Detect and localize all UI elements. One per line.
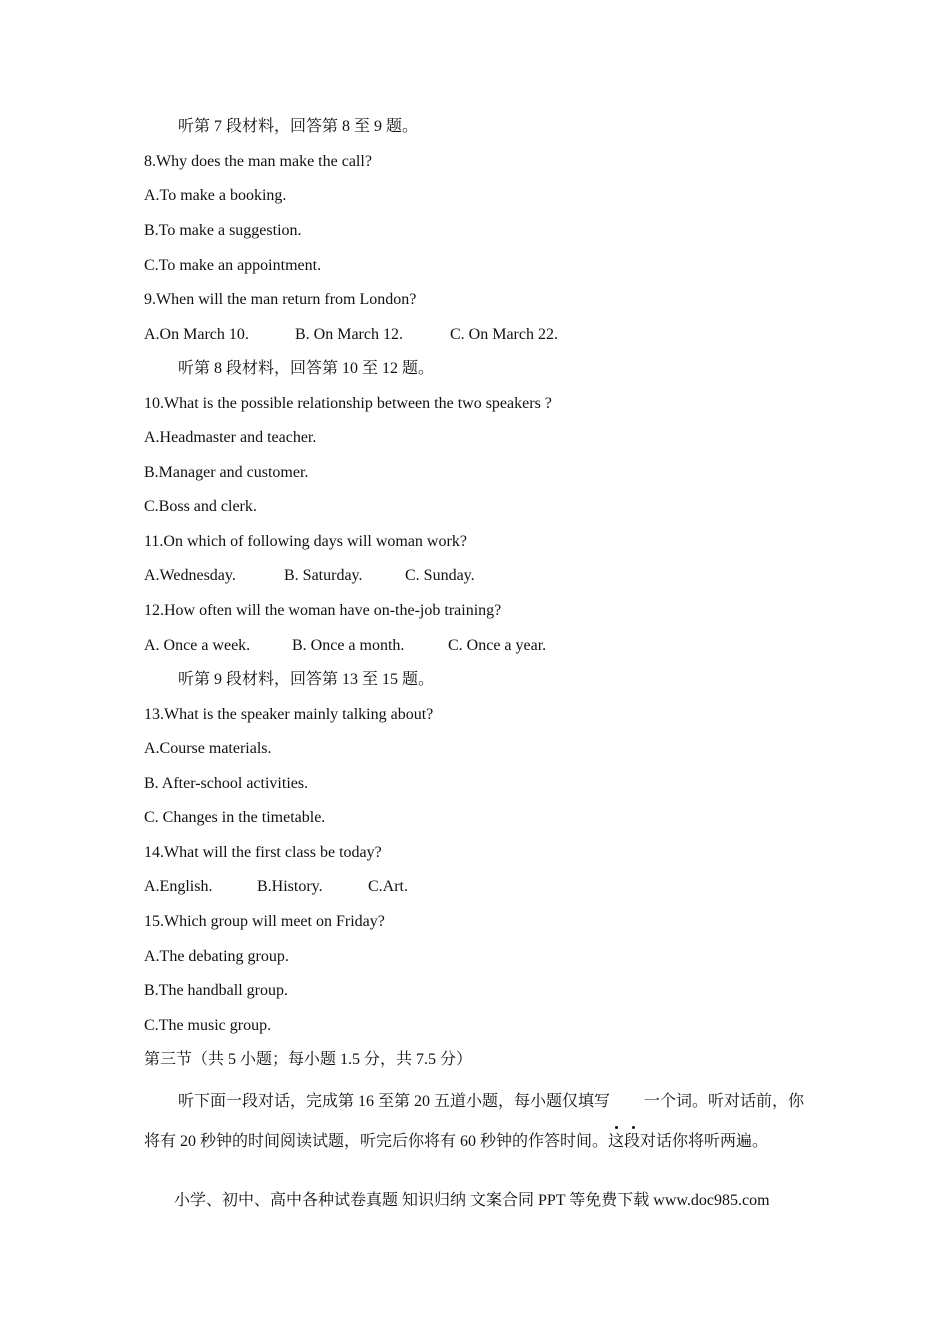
question-10: 10.What is the possible relationship between the two speakers ?: [144, 395, 552, 412]
q15-option-a: A.The debating group.: [144, 948, 289, 965]
q8-option-a: A.To make a booking.: [144, 187, 287, 204]
question-12: 12.How often will the woman have on-the-job training?: [144, 602, 502, 619]
q9-options: [144, 325, 644, 345]
emphasized-text: 一个: [644, 1093, 677, 1110]
q13-option-a: A.Course materials.: [144, 740, 272, 757]
q12-option-b: B. Once a month.: [292, 637, 405, 654]
q8-option-b: B.To make a suggestion.: [144, 222, 302, 239]
q11-option-b: B. Saturday.: [284, 567, 363, 584]
q15-option-c: C.The music group.: [144, 1017, 272, 1034]
instructions-before: 听下面一段对话，完成第 16 至第 20 五道小题，每小题仅填写: [178, 1093, 611, 1110]
q10-option-c: C.Boss and clerk.: [144, 498, 257, 515]
q11-option-a: A.Wednesday.: [144, 567, 236, 584]
section-7-intro: 听第 7 段材料，回答第 8 至 9 题。: [178, 118, 419, 135]
emphasis-dots: [610, 1123, 676, 1129]
q14-option-b: B.History.: [257, 878, 323, 895]
q13-option-c: C. Changes in the timetable.: [144, 809, 326, 826]
q10-option-b: B.Manager and customer.: [144, 464, 309, 481]
question-11: 11.On which of following days will woman work?: [144, 533, 467, 550]
emphasized-word: [610, 1082, 676, 1122]
q12-option-a: A. Once a week.: [144, 637, 251, 654]
q11-options: [144, 566, 644, 586]
question-14: 14.What will the first class be today?: [144, 844, 382, 861]
part-3-instructions: [144, 1082, 809, 1162]
question-13: 13.What is the speaker mainly talking about?: [144, 706, 434, 723]
q9-option-c: C. On March 22.: [450, 326, 558, 343]
q14-option-c: C.Art.: [368, 878, 408, 895]
q13-option-b: B. After-school activities.: [144, 775, 309, 792]
section-9-intro: 听第 9 段材料，回答第 13 至 15 题。: [178, 671, 435, 688]
q15-option-b: B.The handball group.: [144, 982, 288, 999]
q14-option-a: A.English.: [144, 878, 213, 895]
question-15: 15.Which group will meet on Friday?: [144, 913, 385, 930]
q9-option-b: B. On March 12.: [295, 326, 403, 343]
q10-option-a: A.Headmaster and teacher.: [144, 429, 317, 446]
instructions-after: 词。听对话前，你将有 20 秒钟的时间阅读试题，听完后你将有 60 秒钟的作答时间。这段对话你将听两遍。: [144, 1093, 805, 1150]
q9-option-a: A.On March 10.: [144, 326, 249, 343]
q12-option-c: C. Once a year.: [448, 637, 547, 654]
q8-option-c: C.To make an appointment.: [144, 257, 322, 274]
q11-option-c: C. Sunday.: [405, 567, 475, 584]
section-8-intro: 听第 8 段材料，回答第 10 至 12 题。: [178, 360, 435, 377]
part-3-heading: 第三节（共 5 小题；每小题 1.5 分，共 7.5 分）: [144, 1051, 473, 1068]
page-footer: 小学、初中、高中各种试卷真题 知识归纳 文案合同 PPT 等免费下载 www.doc985.com: [174, 1192, 770, 1209]
q14-options: [144, 877, 644, 897]
question-8: 8.Why does the man make the call?: [144, 153, 372, 170]
question-9: 9.When will the man return from London?: [144, 291, 417, 308]
q12-options: [144, 636, 644, 656]
